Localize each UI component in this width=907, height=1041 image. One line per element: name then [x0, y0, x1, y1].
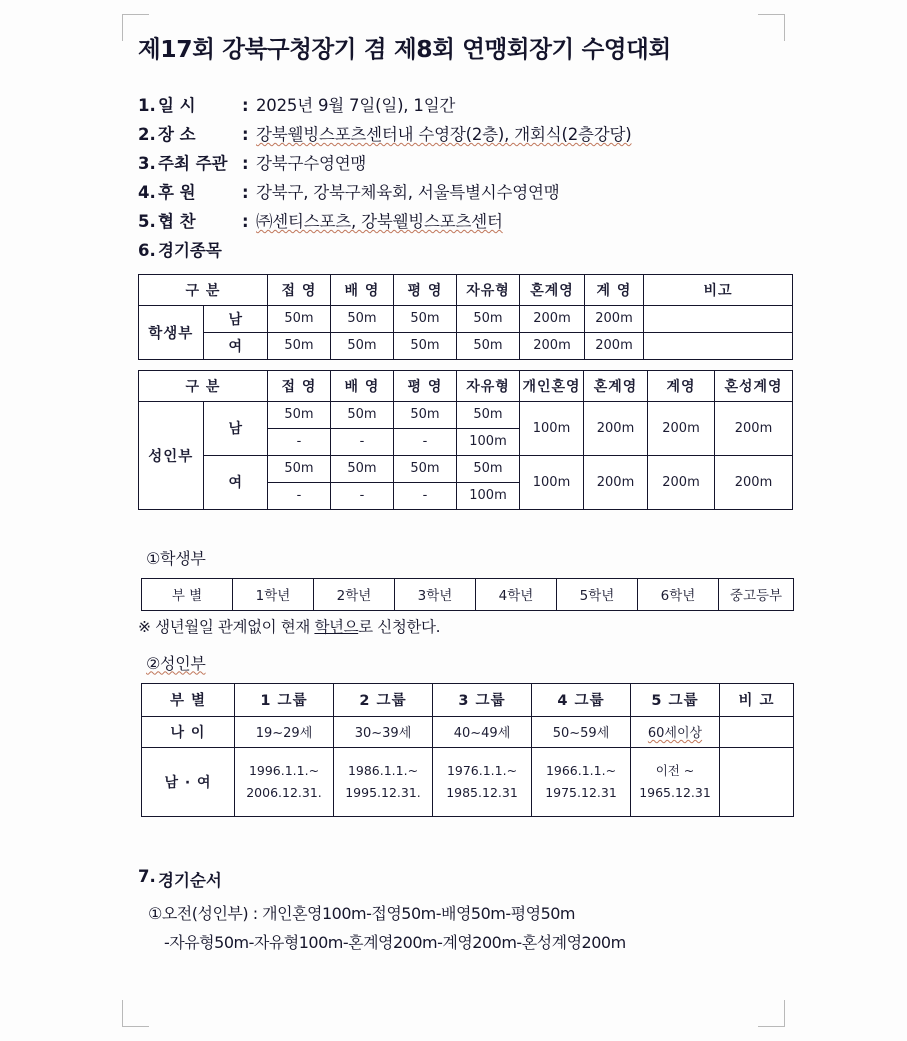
adult-events-table	[138, 370, 793, 510]
col-header-grade-2: 2학년	[314, 578, 395, 610]
page-title: 제17회 강북구청장기 겸 제8회 연맹회장기 수영대회	[138, 35, 671, 63]
info-value: ㈜센티스포츠, 강북웰빙스포츠센터	[256, 212, 503, 231]
col-header-division: 부 별	[142, 578, 233, 610]
col-header-group-3: 3 그룹	[433, 683, 532, 716]
info-row-support	[138, 214, 798, 231]
document-content	[138, 30, 798, 959]
section-heading-events: 경기종목	[158, 241, 222, 260]
col-header-backstroke: 배 영	[331, 370, 394, 401]
cell-butterfly: -	[268, 482, 331, 509]
cell-breaststroke: -	[394, 482, 457, 509]
cell-medley-relay: 200m	[520, 305, 585, 332]
info-separator: :	[242, 183, 249, 202]
cell-birth-group-1: 1996.1.1.~ 2006.12.31.	[235, 747, 334, 816]
cell-backstroke: -	[331, 482, 394, 509]
info-number: 3.	[138, 154, 156, 173]
row-header-female: 여	[203, 455, 268, 509]
col-header-division: 부 별	[142, 683, 235, 716]
cell-breaststroke: 50m	[394, 401, 457, 428]
col-header-freestyle: 자유형	[457, 274, 520, 305]
cell-backstroke: -	[331, 428, 394, 455]
col-header-group-1: 1 그룹	[235, 683, 334, 716]
col-header-middle-high: 중고등부	[719, 578, 794, 610]
cell-butterfly: 50m	[268, 305, 331, 332]
cell-mixed-relay: 200m	[715, 455, 793, 509]
col-header-remarks: 비고	[644, 274, 793, 305]
cell-backstroke: 50m	[331, 332, 394, 359]
info-separator: :	[242, 212, 249, 231]
subsection-heading-student: ①학생부	[146, 548, 206, 568]
row-header-age: 나 이	[142, 716, 235, 747]
info-number: 5.	[138, 212, 156, 231]
row-header-male: 남	[203, 305, 268, 332]
col-header-grade-4: 4학년	[476, 578, 557, 610]
table-header-row	[142, 683, 794, 716]
cell-relay: 200m	[648, 455, 715, 509]
info-separator: :	[242, 96, 249, 115]
note-underlined: 학년으	[314, 617, 359, 636]
table-header-row	[139, 370, 793, 401]
cell-freestyle: 100m	[457, 482, 520, 509]
cell-freestyle: 50m	[457, 455, 520, 482]
cell-birth-group-3: 1976.1.1.~ 1985.12.31	[433, 747, 532, 816]
subsection-heading-adult: ②성인부	[146, 653, 206, 673]
section-heading-order: 경기순서	[158, 870, 222, 890]
order-line-morning: ①오전(성인부) : 개인혼영100m-접영50m-배영50m-평영50m	[148, 903, 576, 923]
col-header-grade-1: 1학년	[233, 578, 314, 610]
info-row-venue	[138, 127, 798, 144]
col-header-remarks: 비 고	[720, 683, 794, 716]
cell-freestyle: 50m	[457, 332, 520, 359]
col-header-breaststroke: 평 영	[394, 274, 457, 305]
crop-mark-bottom-left	[122, 1000, 149, 1027]
table-row	[139, 455, 793, 482]
info-value: 강북구수영연맹	[256, 154, 367, 173]
note-suffix: 로 신청한다.	[358, 617, 441, 636]
cell-butterfly: 50m	[268, 401, 331, 428]
cell-birth-group-5: 이전 ~ 1965.12.31	[631, 747, 720, 816]
row-header-adult-division: 성인부	[139, 401, 204, 509]
info-separator: :	[242, 154, 249, 173]
info-label: 일 시	[158, 96, 196, 115]
table-row-age	[142, 716, 794, 747]
row-header-gender-both: 남 · 여	[142, 747, 235, 816]
cell-individual-medley: 100m	[520, 455, 584, 509]
col-header-butterfly: 접 영	[268, 274, 331, 305]
col-header-grade-6: 6학년	[638, 578, 719, 610]
cell-butterfly: 50m	[268, 332, 331, 359]
student-grade-table	[141, 578, 794, 611]
table-row	[139, 332, 793, 359]
cell-age-group-5: 60세이상	[631, 716, 720, 747]
col-header-breaststroke: 평 영	[394, 370, 457, 401]
student-grade-note	[138, 615, 798, 637]
info-number: 7.	[138, 866, 156, 886]
table-row	[139, 401, 793, 428]
info-value: 강북웰빙스포츠센터내 수영장(2층), 개회식(2층강당)	[256, 125, 632, 144]
cell-butterfly: 50m	[268, 455, 331, 482]
col-header-backstroke: 배 영	[331, 274, 394, 305]
cell-remarks	[644, 305, 793, 332]
cell-freestyle: 50m	[457, 401, 520, 428]
col-header-division: 구 분	[139, 370, 268, 401]
cell-age-group-2: 30~39세	[334, 716, 433, 747]
cell-age-group-3: 40~49세	[433, 716, 532, 747]
info-number: 6.	[138, 241, 156, 260]
info-value: 강북구, 강북구체육회, 서울특별시수영연맹	[256, 183, 560, 202]
col-header-division: 구 분	[139, 274, 268, 305]
row-header-student-division: 학생부	[139, 305, 204, 359]
cell-birth-group-4: 1966.1.1.~ 1975.12.31	[532, 747, 631, 816]
cell-individual-medley: 100m	[520, 401, 584, 455]
info-label: 협 찬	[158, 212, 196, 231]
competition-order-section	[138, 867, 798, 953]
row-header-male: 남	[203, 401, 268, 455]
table-header-row	[142, 578, 794, 610]
cell-backstroke: 50m	[331, 401, 394, 428]
info-label: 장 소	[158, 125, 196, 144]
cell-relay: 200m	[585, 332, 644, 359]
cell-medley-relay: 200m	[584, 455, 648, 509]
cell-medley-relay: 200m	[520, 332, 585, 359]
crop-mark-bottom-right	[758, 1000, 785, 1027]
col-header-mixed-relay: 혼성계영	[715, 370, 793, 401]
note-prefix: ※ 생년월일 관계없이 현재	[138, 617, 315, 636]
col-header-group-4: 4 그룹	[532, 683, 631, 716]
col-header-relay: 계 영	[585, 274, 644, 305]
info-number: 4.	[138, 183, 156, 202]
col-header-freestyle: 자유형	[457, 370, 520, 401]
info-separator: :	[242, 125, 249, 144]
info-row-organizer	[138, 156, 798, 173]
cell-backstroke: 50m	[331, 305, 394, 332]
cell-birth-group-2: 1986.1.1.~ 1995.12.31.	[334, 747, 433, 816]
cell-age-group-1: 19~29세	[235, 716, 334, 747]
cell-breaststroke: 50m	[394, 455, 457, 482]
cell-remarks	[644, 332, 793, 359]
row-header-female: 여	[203, 332, 268, 359]
col-header-grade-3: 3학년	[395, 578, 476, 610]
section-heading-order-wrap	[138, 867, 798, 891]
info-value: 2025년 9월 7일(일), 1일간	[256, 96, 456, 115]
cell-breaststroke: 50m	[394, 332, 457, 359]
student-events-table	[138, 274, 793, 360]
cell-remarks	[720, 747, 794, 816]
info-number: 2.	[138, 125, 156, 144]
col-header-grade-5: 5학년	[557, 578, 638, 610]
cell-breaststroke: 50m	[394, 305, 457, 332]
info-label: 주최 주관	[158, 154, 228, 173]
col-header-group-2: 2 그룹	[334, 683, 433, 716]
col-header-individual-medley: 개인혼영	[520, 370, 584, 401]
col-header-group-5: 5 그룹	[631, 683, 720, 716]
cell-mixed-relay: 200m	[715, 401, 793, 455]
info-row-date	[138, 98, 798, 115]
cell-remarks	[720, 716, 794, 747]
info-number: 1.	[138, 96, 156, 115]
col-header-medley-relay: 혼계영	[584, 370, 648, 401]
info-row-sponsor	[138, 185, 798, 202]
table-row-birthdate	[142, 747, 794, 816]
cell-butterfly: -	[268, 428, 331, 455]
table-header-row	[139, 274, 793, 305]
col-header-relay: 계영	[648, 370, 715, 401]
cell-relay: 200m	[585, 305, 644, 332]
order-line-morning-cont: -자유형50m-자유형100m-혼계영200m-계영200m-혼성계영200m	[164, 932, 626, 952]
info-row-events-heading	[138, 243, 798, 260]
adult-group-table	[141, 683, 794, 817]
cell-backstroke: 50m	[331, 455, 394, 482]
cell-breaststroke: -	[394, 428, 457, 455]
cell-freestyle: 50m	[457, 305, 520, 332]
cell-age-group-4: 50~59세	[532, 716, 631, 747]
table-row	[139, 305, 793, 332]
cell-medley-relay: 200m	[584, 401, 648, 455]
event-info-list	[138, 98, 798, 260]
col-header-butterfly: 접 영	[268, 370, 331, 401]
cell-relay: 200m	[648, 401, 715, 455]
info-label: 후 원	[158, 183, 196, 202]
col-header-medley-relay: 혼계영	[520, 274, 585, 305]
cell-freestyle: 100m	[457, 428, 520, 455]
